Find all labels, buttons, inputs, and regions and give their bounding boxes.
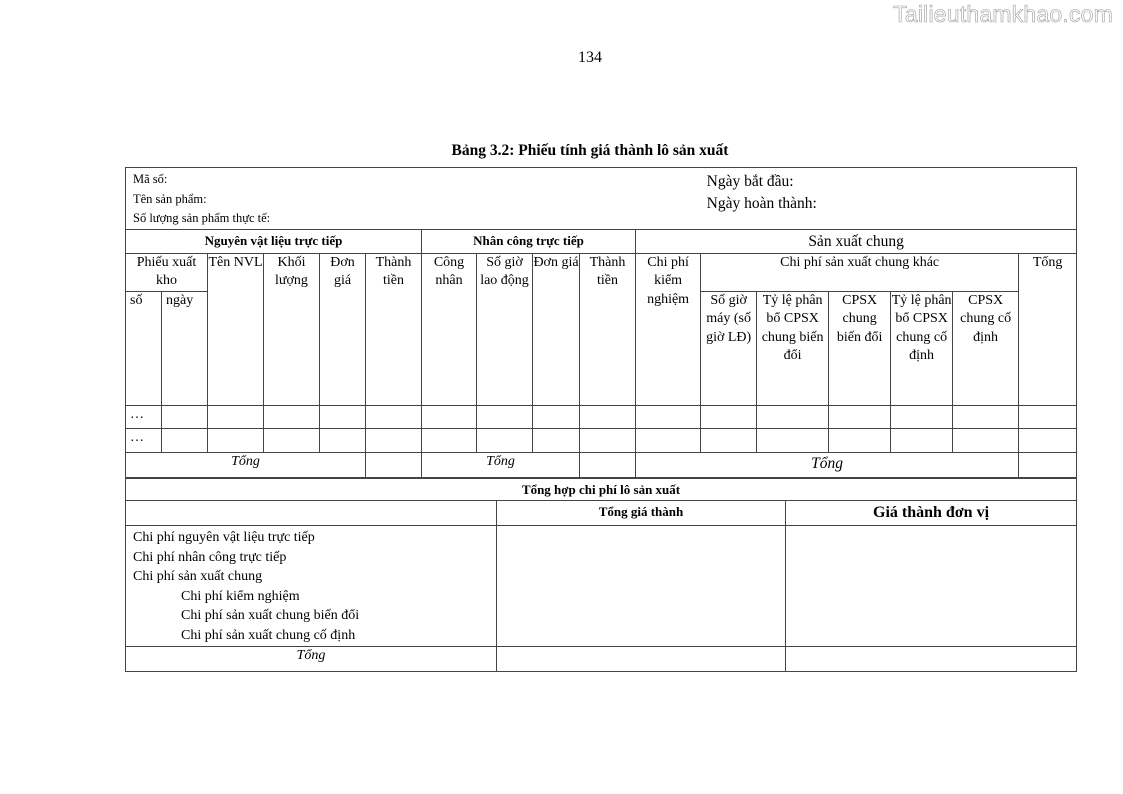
- total-nc-label: Tổng: [422, 452, 580, 477]
- cost-sheet-table: [125, 167, 1077, 478]
- thanh-tien-nc-header: Thành tiền: [580, 253, 636, 405]
- summary-total-label: Tổng: [126, 646, 497, 671]
- ngay-bat-dau-label: Ngày bắt đầu:: [706, 173, 794, 190]
- don-gia-nc-header: Đơn giá: [533, 253, 580, 405]
- khoi-luong-header: Khối lượng: [264, 253, 320, 405]
- tong-gia-thanh-header: Tổng giá thành: [497, 501, 786, 526]
- ten-nvl-header: Tên NVL: [208, 253, 264, 405]
- ngay-header: ngày: [162, 291, 208, 405]
- summary-table: [125, 478, 1077, 672]
- total-sxc-label: Tổng: [636, 452, 1019, 477]
- group-sxc-header: Sản xuất chung: [636, 229, 1077, 253]
- page-number: 134: [578, 49, 602, 66]
- ty-le-co-dinh-header: Tỷ lệ phân bổ CPSX chung cố định: [891, 291, 953, 405]
- so-gio-may-header: Số giờ máy (số giờ LĐ): [701, 291, 757, 405]
- ma-so-label: Mã số:: [133, 172, 168, 186]
- so-header: số: [126, 291, 162, 405]
- summary-cost-lines: [126, 526, 497, 647]
- summary-title: Tổng hợp chi phí lô sản xuất: [126, 479, 1077, 501]
- row-ellipsis: …: [126, 405, 162, 428]
- cong-nhan-header: Công nhân: [422, 253, 477, 405]
- row-ellipsis: …: [126, 428, 162, 452]
- cp-sxc-khac-header: Chi phí sản xuất chung khác: [701, 253, 1019, 291]
- table-row: [126, 428, 1077, 452]
- list-item: Chi phí nhân công trực tiếp: [133, 549, 287, 565]
- don-gia-header: Đơn giá: [320, 253, 366, 405]
- table-row: [126, 405, 1077, 428]
- summary-header-row: [126, 501, 1077, 526]
- cpsx-bien-doi-header: CPSX chung biến đổi: [829, 291, 891, 405]
- summary-total-row: [126, 646, 1077, 671]
- watermark: Tailieuthamkhao.com: [893, 1, 1113, 27]
- ty-le-bien-doi-header: Tỷ lệ phân bổ CPSX chung biến đổi: [757, 291, 829, 405]
- totals-row: [126, 452, 1077, 477]
- info-row: [126, 168, 1077, 230]
- info-left: [126, 168, 701, 230]
- chi-phi-kiem-nghiem-header: Chi phí kiểm nghiệm: [636, 253, 701, 405]
- group-header-row: [126, 229, 1077, 253]
- group-nvl-header: Nguyên vật liệu trực tiếp: [126, 229, 422, 253]
- ten-san-pham-label: Tên sản phẩm:: [133, 191, 207, 206]
- thanh-tien-header: Thành tiền: [366, 253, 422, 405]
- summary-title-row: [126, 479, 1077, 501]
- total-nvl-label: Tổng: [126, 452, 366, 477]
- cpsx-co-dinh-header: CPSX chung cố định: [953, 291, 1019, 405]
- phieu-xuat-kho-header: Phiếu xuất kho: [126, 253, 208, 291]
- ngay-hoan-thanh-label: Ngày hoàn thành:: [706, 195, 817, 212]
- tong-header: Tổng: [1019, 253, 1077, 405]
- list-item: Chi phí sản xuất chung cố định: [181, 627, 356, 643]
- so-luong-label: Số lượng sản phẩm thực tế:: [133, 211, 271, 225]
- list-item: Chi phí kiểm nghiệm: [181, 588, 300, 604]
- list-item: Chi phí sản xuất chung: [133, 569, 263, 585]
- list-item: Chi phí sản xuất chung biến đổi: [181, 608, 360, 624]
- column-header-row: [126, 253, 1077, 291]
- group-nc-header: Nhân công trực tiếp: [422, 229, 636, 253]
- info-right: [701, 168, 1077, 230]
- gia-thanh-don-vi-header: Giá thành đơn vị: [786, 501, 1077, 526]
- summary-body-row: [126, 526, 1077, 647]
- so-gio-lao-dong-header: Số giờ lao động: [477, 253, 533, 405]
- table-title: Bảng 3.2: Phiếu tính giá thành lô sản xuất: [451, 142, 729, 159]
- list-item: Chi phí nguyên vật liệu trực tiếp: [133, 530, 315, 545]
